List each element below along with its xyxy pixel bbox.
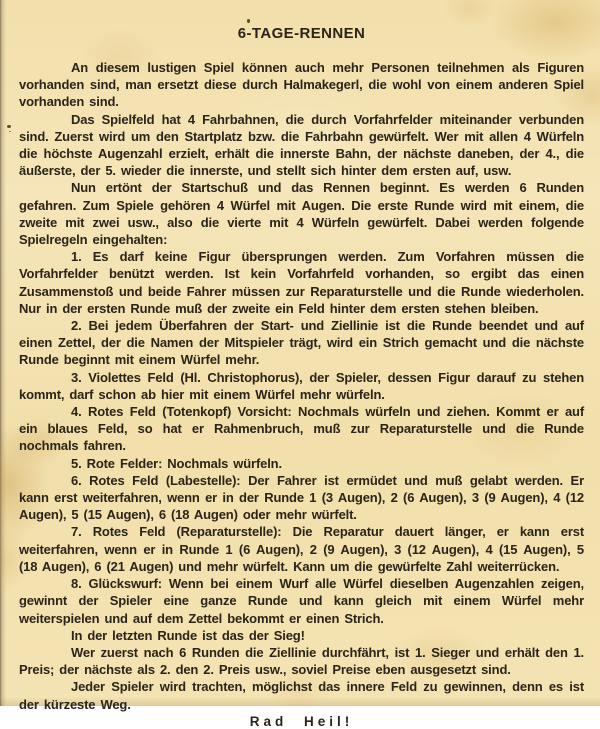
intro-paragraph-start: Nun ertönt der Startschuß und das Rennen beginnt. Es werden 6 Runden gefahren. Zum Spiele gehören 4 Würfel mit Augen. Die erste Runde wird mit einem, die zweite mit zwei usw., also die vierte mit 4 Würfeln gewürfelt. Dabei werden folgende Spielregeln eingehalten: <box>19 180 584 248</box>
page-title: 6-TAGE-RENNEN <box>237 25 366 42</box>
closing-line: Rad Heil! <box>249 713 354 729</box>
rule-8: 8. Glückswurf: Wenn bei einem Wurf alle Würfel dieselben Augenzahlen zeigen, gewinnt der Spieler eine ganze Runde und kann gleich mit einem Würfel mehr weiterspielen und auf dem Zettel bekommt er einen Strich. <box>19 576 584 626</box>
rule-1: 1. Es darf keine Figur übersprungen werden. Zum Vorfahren müssen die Vorfahrfelder benützt werden. Ist kein Vorfahrfeld vorhanden, so ergibt das einen Zusammenstoß und beide Fahrer müssen zur Reparaturstelle und die Runde wiederholen. Nur in der ersten Runde muß der zweite ein Feld hinter dem ersten stehen bleiben. <box>19 249 584 316</box>
rule-3: 3. Violettes Feld (Hl. Christophorus), der Spieler, dessen Figur darauf zu stehen kommt, darf schon ab hier mit einem Würfel mehr würfeln. <box>19 369 584 402</box>
intro-paragraph-board: Das Spielfeld hat 4 Fahrbahnen, die durch Vorfahrfelder miteinander verbunden sind. Zuerst wird um den Startplatz bzw. die Fahrbahn gewürfelt. Wer mit allen 4 Würfeln die höchste Augenzahl erzielt, erhält die innerste Bahn, der nächste daneben, der 4., die äußerste, der 5. wieder die innerste, und stellt sich hinter dem ersten auf, usw. <box>19 111 584 179</box>
rule-6: 6. Rotes Feld (Labestelle): Der Fahrer ist ermüdet und muß gelabt werden. Er kann erst weiterfahren, wenn er in der Runde 1 (3 Augen), 2 (6 Augen), 3 (9 Augen), 4 (12 Augen), 5 (15 Augen), 6 (18 Augen) oder mehr würfelt. <box>19 472 584 523</box>
rule-5: 5. Rote Felder: Nochmals würfeln. <box>71 455 282 471</box>
victory-note: In der letzten Runde ist das der Sieg! <box>71 627 305 643</box>
strategy-paragraph: Jeder Spieler wird trachten, möglichst das innere Feld zu gewinnen, denn es ist der kürzeste Weg. <box>19 679 584 712</box>
rule-2: 2. Bei jedem Überfahren der Start- und Ziellinie ist die Runde beendet und auf einen Zettel, der die Namen der Mitspieler trägt, wird ein Strich gemacht und die nächste Runde beginnt mit einem Würfel mehr. <box>19 318 584 368</box>
intro-paragraph-players: An diesem lustigen Spiel können auch mehr Personen teilnehmen als Figuren vorhanden sind, man ersetzt diese durch Halmakegerl, die wohl von einem anderen Spiel vorhanden sind. <box>19 60 584 110</box>
rule-7: 7. Rotes Feld (Reparaturstelle): Die Reparatur dauert länger, er kann erst weiterfahren, wenn er in Runde 1 (6 Augen), 2 (9 Augen), 3 (12 Augen), 4 (15 Augen), 5 (18 Augen), 6 (21 Augen) und mehr würfelt. Kann um die gewürfelte Zahl weiterrücken. <box>19 524 584 574</box>
prizes-paragraph: Wer zuerst nach 6 Runden die Ziellinie durchfährt, ist 1. Sieger und erhält den 1. Preis; der nächste als 2. den 2. Preis usw., soviel Preise eben ausgesetzt sind. <box>19 644 584 678</box>
rule-4: 4. Rotes Feld (Totenkopf) Vorsicht: Nochmals würfeln und ziehen. Kommt er auf ein blaues Feld, so hat er Rahmenbruch, muß zur Reparaturstelle und die Runde nochmals fahren. <box>19 404 584 454</box>
